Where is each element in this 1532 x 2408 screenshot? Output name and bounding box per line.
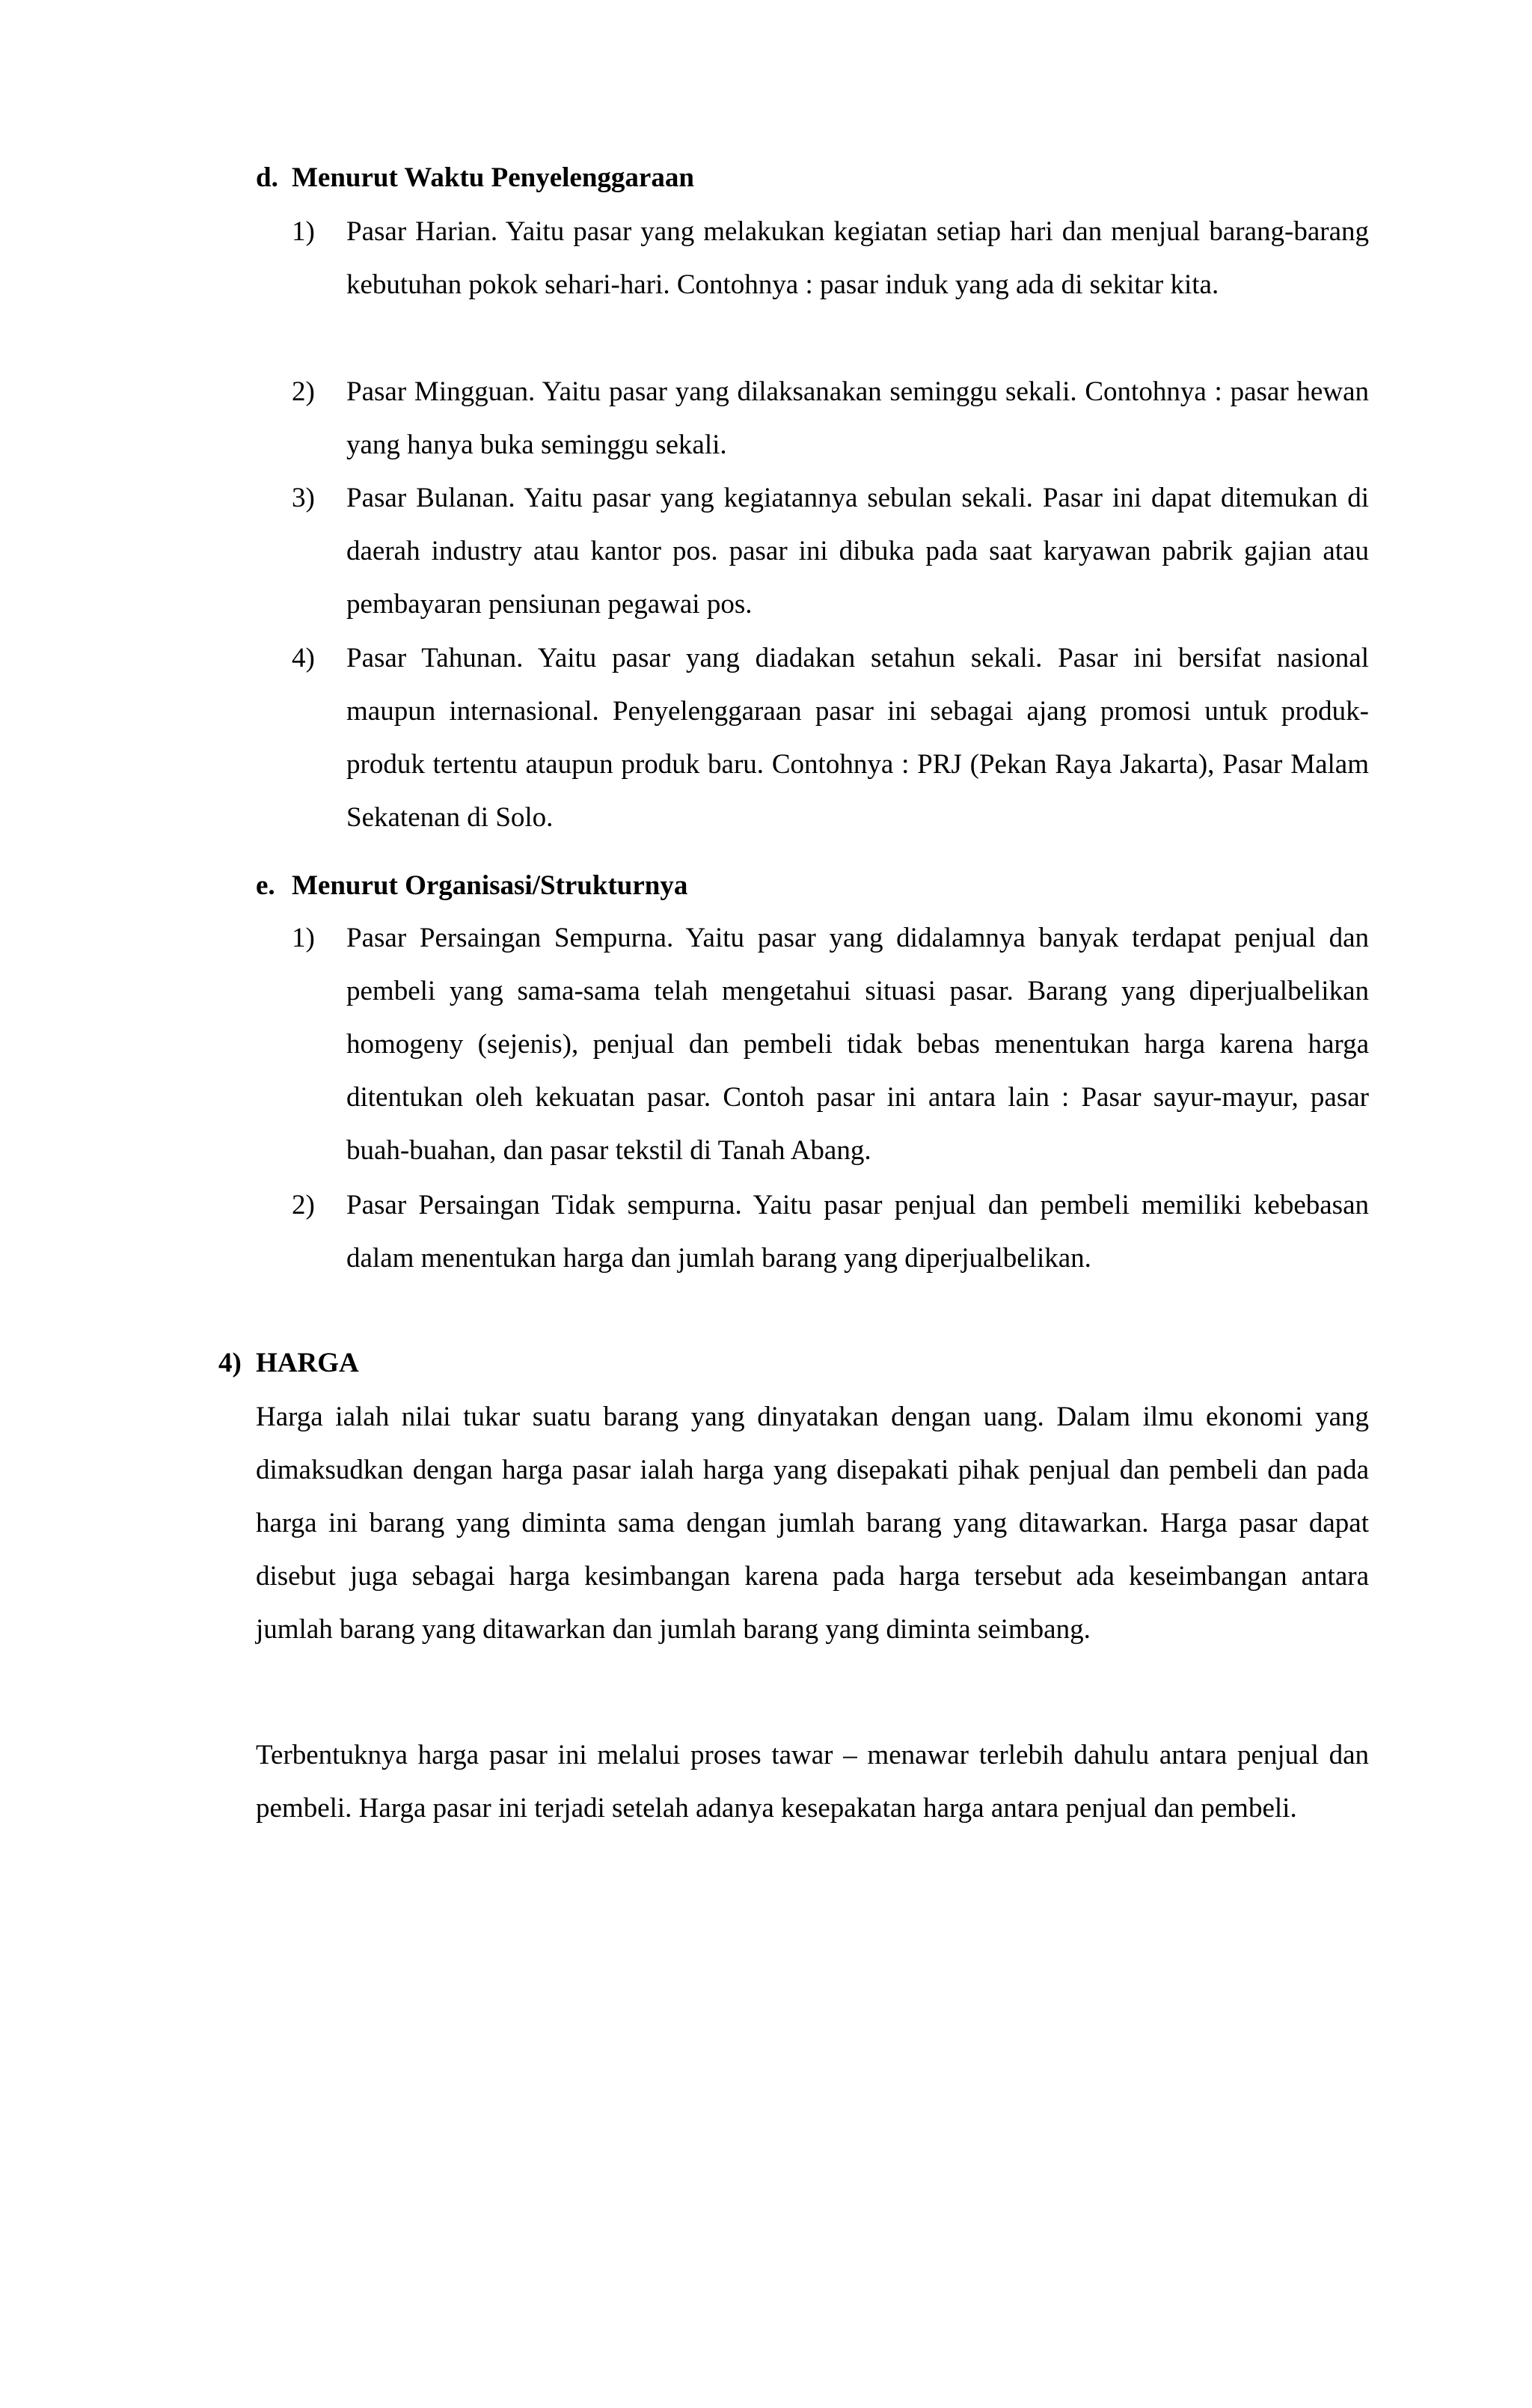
section-e-title: Menurut Organisasi/Strukturnya [292, 870, 688, 901]
section-d-heading [256, 162, 694, 195]
section-d-item-3-number: 3) [292, 483, 315, 513]
section-d-item-1-number: 1) [292, 216, 315, 247]
section-e-item-2-text: Pasar Persaingan Tidak sempurna. Yaitu pasar penjual dan pembeli memiliki kebebasan dalam menentukan harga dan jumlah barang yang diperjualbelikan. [346, 1190, 1369, 1274]
section-d-item-1-text: Pasar Harian. Yaitu pasar yang melakukan kegiatan setiap hari dan menjual barang-barang kebutuhan pokok sehari-hari. Contohnya : pasar induk yang ada di sekitar kita. [346, 216, 1369, 300]
section-d-marker: d. [256, 162, 278, 193]
section-harga-title: HARGA [256, 1348, 359, 1378]
section-d-item-3-text: Pasar Bulanan. Yaitu pasar yang kegiatannya sebulan sekali. Pasar ini dapat ditemukan di daerah industry atau kantor pos. pasar ini dibuka pada saat karyawan pabrik gajian atau pembayaran pensiunan pegawai pos. [346, 483, 1369, 620]
harga-paragraph-2: Terbentuknya harga pasar ini melalui proses tawar – menawar terlebih dahulu antara penjual dan pembeli. Harga pasar ini terjadi setelah adanya kesepakatan harga antara penjual dan pembeli. [256, 1740, 1369, 1824]
harga-paragraph-1: Harga ialah nilai tukar suatu barang yang dinyatakan dengan uang. Dalam ilmu ekonomi yang dimaksudkan dengan harga pasar ialah harga yang disepakati pihak penjual dan pembeli dan pada harga ini barang yang diminta sama dengan jumlah barang yang ditawarkan. Harga pasar dapat disebut juga sebagai harga kesimbangan karena pada harga tersebut ada keseimbangan antara jumlah barang yang ditawarkan dan jumlah barang yang diminta seimbang. [256, 1402, 1369, 1645]
section-e-item-2-number: 2) [292, 1190, 315, 1220]
section-d-item-2-text: Pasar Mingguan. Yaitu pasar yang dilaksanakan seminggu sekali. Contohnya : pasar hewan yang hanya buka seminggu sekali. [346, 376, 1369, 460]
section-harga-marker: 4) [218, 1348, 242, 1378]
section-harga-heading [218, 1347, 359, 1380]
section-d-item-4-text: Pasar Tahunan. Yaitu pasar yang diadakan setahun sekali. Pasar ini bersifat nasional maupun internasional. Penyelenggaraan pasar ini sebagai ajang promosi untuk produk-produk tertentu ataupun produk baru. Contohnya : PRJ (Pekan Raya Jakarta), Pasar Malam Sekatenan di Solo. [346, 643, 1369, 833]
section-e-item-1-text: Pasar Persaingan Sempurna. Yaitu pasar yang didalamnya banyak terdapat penjual dan pembeli yang sama-sama telah mengetahui situasi pasar. Barang yang diperjualbelikan homogeny (sejenis), penjual dan pembeli tidak bebas menentukan harga karena harga ditentukan oleh kekuatan pasar. Contoh pasar ini antara lain : Pasar sayur-mayur, pasar buah-buahan, dan pasar tekstil di Tanah Abang. [346, 923, 1369, 1166]
section-d-item-2-number: 2) [292, 376, 315, 407]
section-e-heading [256, 870, 687, 902]
section-e-marker: e. [256, 870, 275, 901]
section-d-title: Menurut Waktu Penyelenggaraan [292, 162, 694, 193]
section-d-item-4-number: 4) [292, 643, 315, 673]
section-e-item-1-number: 1) [292, 923, 315, 953]
